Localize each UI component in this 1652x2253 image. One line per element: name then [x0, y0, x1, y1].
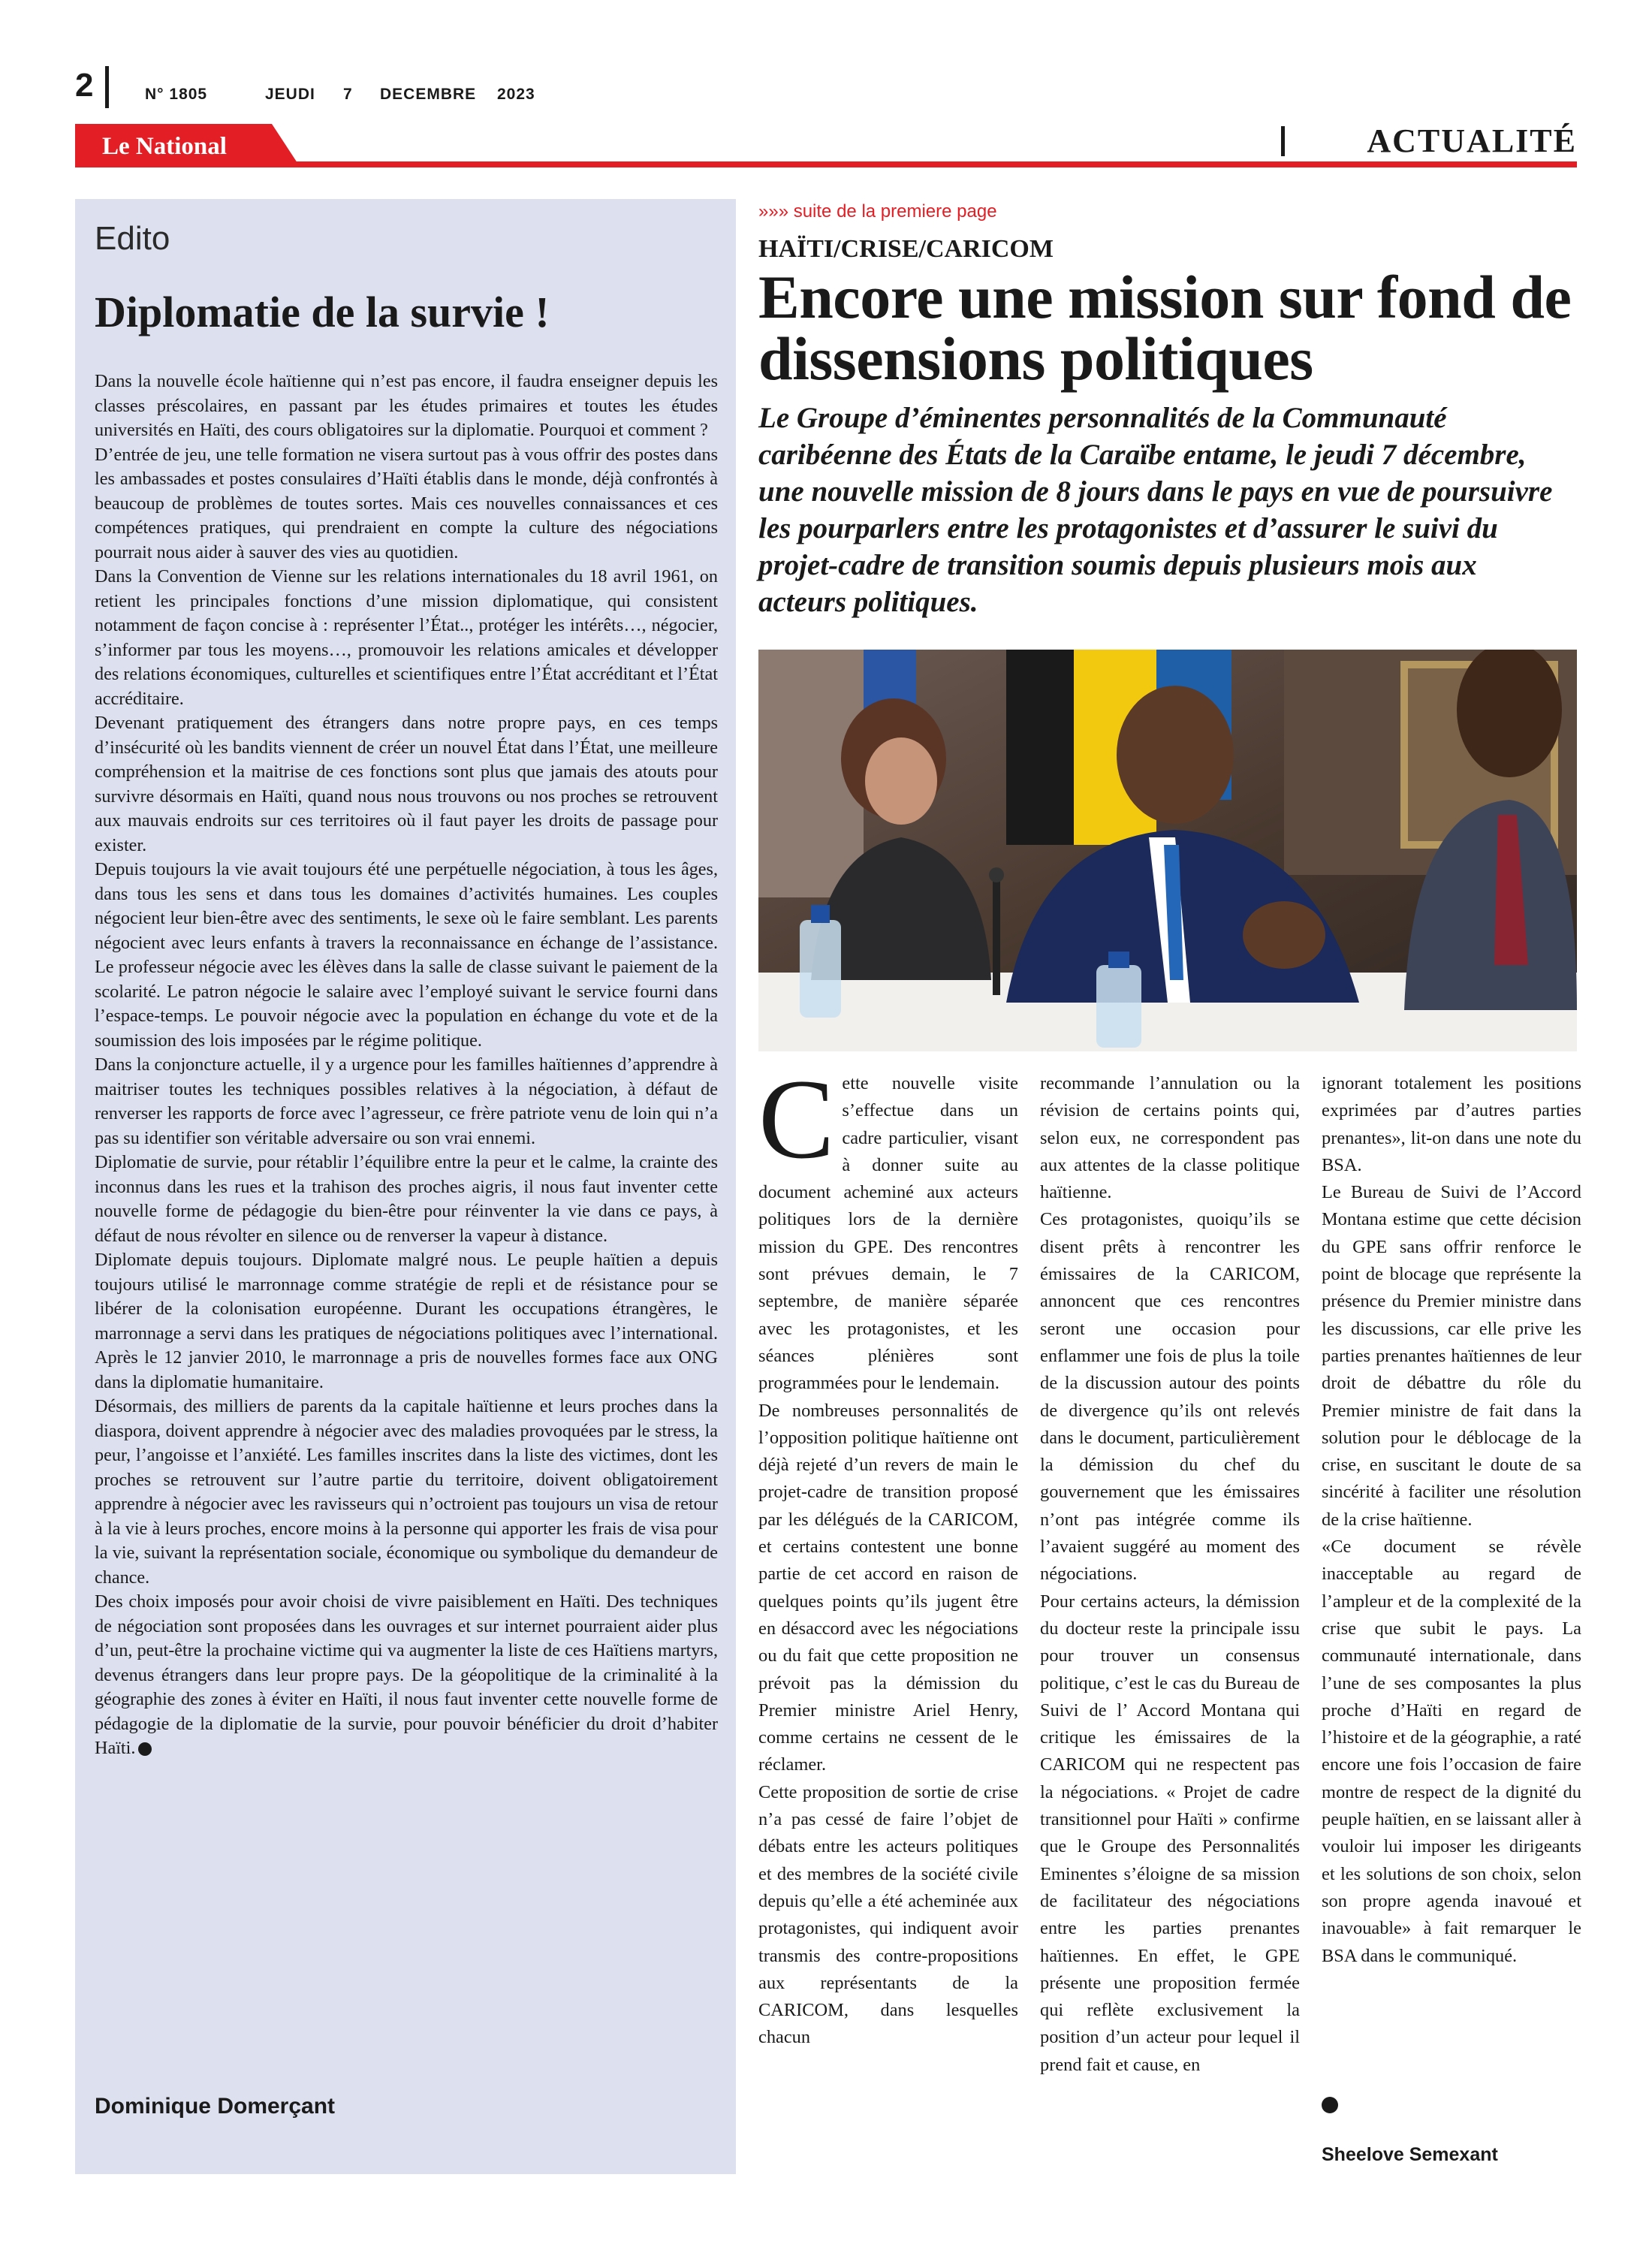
article-paragraph: «Ce document se révèle inacceptable au regard de l’ampleur et de la complexité de la crise que subit le pays. La communauté internationale, dans l’une de ses composantes la plus proche d’Haïti en regard de l’histoire et de la géographie, a raté encore une fois l’occasion de faire montre de respect de la dignité du peuple haïtien, en se laissant aller à vouloir lui imposer les dirigeants et les solutions de son choix, selon son propre agenda inavoué et inavouable» à fait remarquer le BSA dans le communiqué.	[1322, 1537, 1581, 1966]
masthead-band	[75, 124, 1577, 169]
issue-number: N° 1805	[145, 86, 208, 103]
article-column-1	[758, 1056, 1018, 2052]
edito-paragraph: Dans la nouvelle école haïtienne qui n’est pas encore, il faudra enseigner depuis les classes préscolaires, en passant par les études primaires et toutes les études universités en Haïti, des cours obligatoires sur la diplomatie. Pourquoi et comment ?	[95, 371, 718, 440]
edito-paragraph: Devenant pratiquement des étrangers dans notre propre pays, en ces temps d’insécurité où les bandits viennent de créer un nouvel État dans l’État, une meilleure compréhension et la maitrise de ces fonctions sont plus que jamais des atouts pour survivre désormais en Haïti, quand nous nous trouvons ou nos proches se retrouvent aux mauvais endroits sur ces territoires où il faut payer les droits de passage pour exister.	[95, 713, 718, 855]
article-paragraph	[758, 1056, 1018, 1398]
article-paragraph: Cette proposition de sortie de crise n’a pas cessé de faire l’objet de débats entre les acteurs politiques et des membres de la société civile depuis qu’elle a été acheminée aux protagonistes, qui indiquent avoir transmis des contre-propositions aux représentants de la CARICOM, dans lesquelles chacun	[758, 1781, 1018, 2048]
edito-paragraph: Diplomatie de survie, pour rétablir l’équilibre entre la peur et le calme, la crainte des inconnus dans les rues et la trahison des proches aigris, il nous faut inventer cette nouvelle forme de pédagogie du bien-être pour réinventer la vie dans ce pays, à défaut de nous révolter en silence ou de renverser la vapeur à distance.	[95, 1152, 718, 1246]
article-paragraph: ignorant totalement les positions exprimées par d’autres parties prenantes», lit-on dans une note du BSA.	[1322, 1073, 1581, 1175]
end-mark-icon	[1322, 2097, 1338, 2113]
article-kicker: HAÏTI/CRISE/CARICOM	[758, 235, 1054, 263]
end-mark-icon	[138, 1742, 152, 1756]
edito-title: Diplomatie de la survie !	[95, 288, 550, 336]
article-paragraph: recommande l’annulation ou la révision de certains points qui, selon eux, ne correspondent pas aux attentes de la classe politique haïtienne.	[1040, 1073, 1300, 1203]
article-paragraph: De nombreuses personnalités de l’opposition politique haïtienne ont déjà rejeté d’un revers de main le projet-cadre de transition proposé par les délégués de la CARICOM, et certains contestent une bonne partie de cet accord en raison de quelques points qu’ils jugent être en désaccord avec les négociations ou du fait que cette proposition ne prévoit pas la démission du Premier ministre Ariel Henry, comme certains ne cessent de le réclamer.	[758, 1400, 1018, 1775]
issue-weekday: JEUDI	[265, 86, 315, 103]
issue-day: 7	[343, 86, 353, 103]
edito-kicker: Edito	[95, 220, 170, 257]
edito-paragraph-text: Des choix imposés pour avoir choisi de vivre paisiblement en Haïti. Des techniques de négociation sont proposées dans les ouvrages et sur internet pourraient aider plus d’un, peut-être la prochaine victime qui va augmenter la liste de ces Haïtiens martyrs, devenus étrangers dans leur propre pays. De la géopolitique de la criminalité à la géographie des zones à éviter en Haïti, il nous faut inventer cette nouvelle forme de pédagogie de la diplomatie de la survie, pour pouvoir bénéficier du droit d’habiter Haïti.	[95, 1591, 718, 1758]
article-column-2	[1040, 1070, 1300, 2079]
issue-year: 2023	[497, 86, 535, 103]
drop-cap: C	[758, 1056, 835, 1182]
edito-paragraph: Diplomate depuis toujours. Diplomate malgré nous. Le peuple haïtien a depuis toujours utilisé le marronnage comme stratégie de repli et de résistance pour se libérer de la colonisation européenne. Durant les occupations étrangères, le marronnage a servi dans les pratiques de négociations politiques avec l’international. Après le 12 janvier 2010, le marronnage a pris de nouvelles formes face aux ONG dans la diplomatie humanitaire.	[95, 1250, 718, 1392]
article-author: Sheelove Semexant	[1322, 2144, 1498, 2165]
edito-paragraph: Désormais, des milliers de parents da la capitale haïtienne et leurs proches dans la diaspora, doivent apprendre à négocier avec des maladies provoquées par le stress, la peur, l’angoisse et l’anxiété. Les familles inscrites dans la liste des victimes, dont les proches se retrouvent sur l’autre partie du territoire, doivent obligatoirement apprendre à négocier avec les ravisseurs qui n’octroient pas toujours un visa de retour à la vie à leurs proches, encore moins à la personne qui apporter les frais de visa pour la vie, suivant la représentation sociale, économique ou symbolique du demandeur de chance.	[95, 1396, 718, 1588]
page-number: 2	[75, 67, 94, 104]
edito-paragraph: Dans la conjoncture actuelle, il y a urgence pour les familles haïtiennes d’apprendre à maitriser toutes les techniques possibles relatives à la négociation, à défaut de renverser les rapports de force avec l’agresseur, ce frère patriote venu de loin qui n’a pas su identifier son véritable adversaire ou son vrai ennemi.	[95, 1054, 718, 1148]
edito-paragraph: Dans la Convention de Vienne sur les relations internationales du 18 avril 1961, on retient les principales fonctions d’une mission diplomatique, qui consistent notamment de façon concise à : représenter l’État.., protéger les intérêts…, négocier, s’informer par tous les moyens…, promouvoir les relations amicales et développer des relations économiques, culturelles et scientifiques entre l’État accréditant et l’État accréditaire.	[95, 566, 718, 709]
photo-illustration	[758, 650, 1577, 1051]
article-photo	[758, 650, 1577, 1051]
article-lede: Le Groupe d’éminentes personnalités de la Communauté caribéenne des États de la Caraïbe entame, le jeudi 7 décembre, une nouvelle mission de 8 jours dans le pays en vue de poursuivre les pourparlers entre les protagonistes et d’assurer le suivi du projet-cadre de transition soumis depuis plusieurs mois aux acteurs politiques.	[758, 402, 1553, 618]
article-column-3	[1322, 1070, 1581, 1970]
section-divider	[1281, 126, 1285, 156]
folio-divider	[105, 66, 109, 108]
edito-paragraph-last	[95, 1590, 718, 1761]
edito-paragraph: D’entrée de jeu, une telle formation ne visera surtout pas à vous offrir des postes dans les ambassades et postes consulaires d’Haïti établis dans le monde, déjà confrontés à beaucoup de problèmes de toutes sortes. Mais ces nouvelles connaissances et ces compétences pratiques, qui prendraient en compte la culture des négociations pourrait nous aider à sauver des vies au quotidien.	[95, 444, 718, 562]
section-title: ACTUALITÉ	[1367, 122, 1577, 159]
article-paragraph: Pour certains acteurs, la démission du docteur reste la principale issu pour trouver un consensus politique, c’est le cas du Bureau de Suivi de l’ Accord Montana qui critique les émissaires de la CARICOM qui ne respectent pas la négociations. « Projet de cadre transitionnel pour Haïti » confirme que le Groupe des Personnalités Eminentes s’éloigne de sa mission de facilitateur des négociations entre les parties prenantes haïtiennes. En effet, le GPE présente une proposition fermée qui reflète exclusivement la position d’un acteur pour lequel il prend fait et cause, en	[1040, 1591, 1300, 2075]
edito-body	[95, 369, 718, 1761]
article-paragraph: Ces protagonistes, quoiqu’ils se disent prêts à rencontrer les émissaires de la CARICOM, annoncent que ces rencontres seront une occasion pour enflammer une fois de plus la toile de la discussion autour des points de divergence qu’ils ont relevés dans le document, particulièrement la démission du chef du gouvernement que les émissaires n’ont pas intégrée comme ils l’avaient suggéré au moment des négociations.	[1040, 1209, 1300, 1585]
edito-paragraph: Depuis toujours la vie avait toujours été une perpétuelle négociation, à tous les âges, dans tous les sens et dans tous les domaines d’activités humaines. Les couples négocient leur bien-être avec des sentiments, le sexe où le faire semblant. Les parents négocient avec leurs enfants à travers la reconnaissance en échange de l’assistance. Le professeur négocie avec les élèves dans la salle de classe suivant le paiement de la scolarité. Le patron négocie le salaire avec l’employé suivant le service fourni dans l’espace-temps. Le pouvoir négocie avec la population en échange du vote et de la soumission des lois imposées par le régime politique.	[95, 859, 718, 1051]
continued-from-link[interactable]: »»» suite de la premiere page	[758, 201, 997, 222]
edito-author: Dominique Domerçant	[95, 2094, 336, 2119]
masthead-rule	[75, 161, 1577, 167]
article-headline: Encore une mission sur fond de dissensions politiques	[758, 263, 1572, 393]
article-paragraph: Le Bureau de Suivi de l’Accord Montana estime que cette décision du GPE sans offrir renforce le point de blocage que représente la présence du Premier ministre dans les discussions, car elle prive les parties prenantes haïtiennes de leur droit de débattre du rôle du Premier ministre de fait dans la solution pour le déblocage de la crise, en suscitant le doute de sa sincérité à faciliter une résolution de la crise haïtienne.	[1322, 1182, 1581, 1530]
brand-logo: Le National	[102, 133, 227, 160]
article-paragraph-text: ette nouvelle visite s’effectue dans un cadre particulier, visant à donner suite au document acheminé aux acteurs politiques lors de la dernière mission du GPE. Des rencontres sont prévues demain, le 7 septembre, de manière séparée avec les protagonistes, et les séances plénières sont programmées pour le lendemain.	[758, 1073, 1018, 1394]
issue-month: DECEMBRE	[380, 86, 477, 103]
